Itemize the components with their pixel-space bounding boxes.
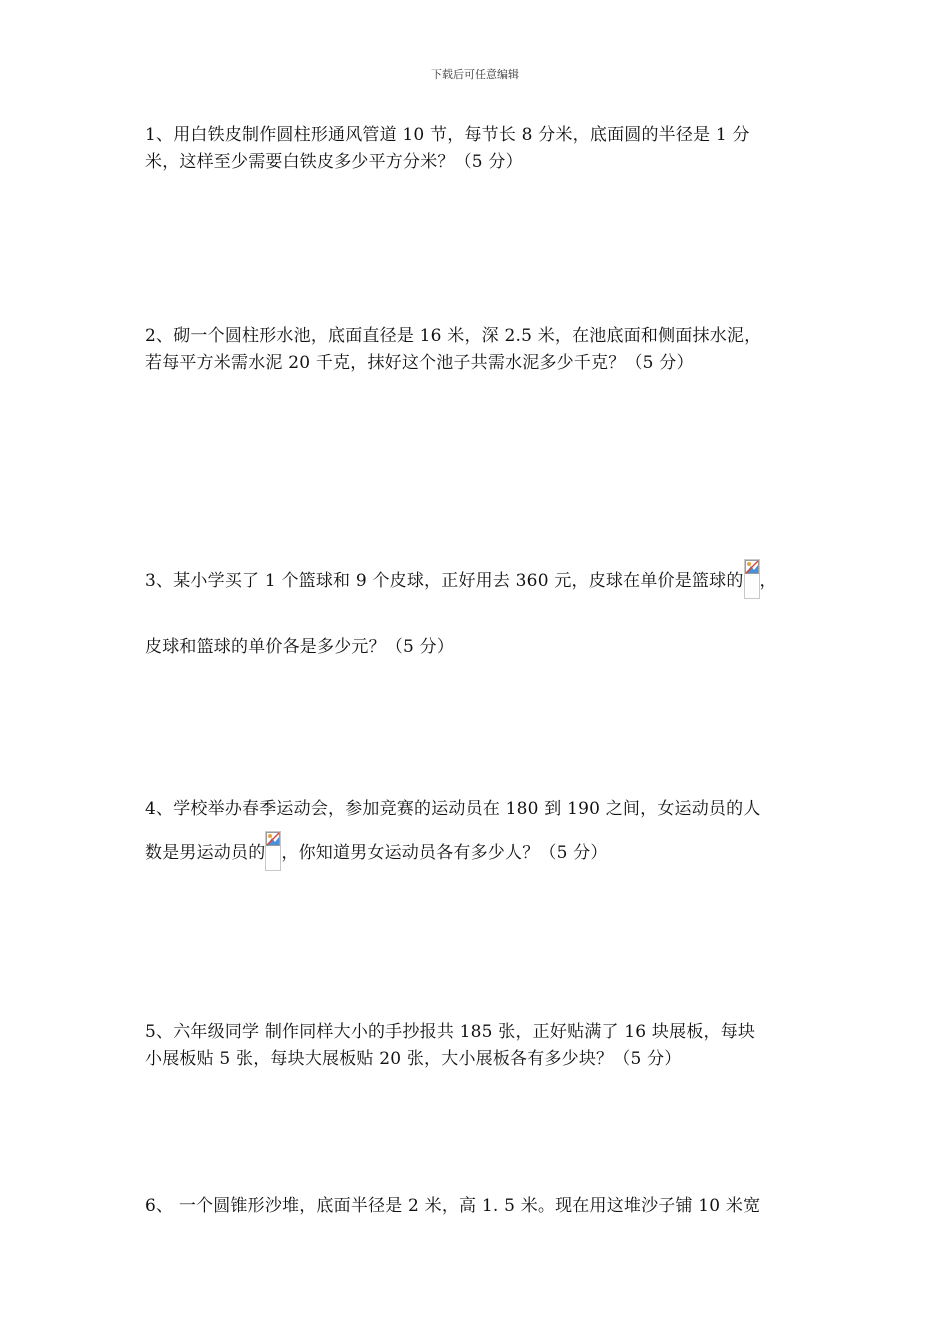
broken-image-icon bbox=[265, 831, 281, 871]
question-4-line-1: 4、学校举办春季运动会，参加竞赛的运动员在 180 到 190 之间，女运动员的人 bbox=[145, 799, 761, 819]
question-4-line-2-text: 数是男运动员的 bbox=[145, 843, 266, 863]
question-6-line-1: 6、 一个圆锥形沙堆，底面半径是 2 米，高 1. 5 米。现在用这堆沙子铺 10 米宽 bbox=[145, 1196, 761, 1216]
question-3-line-1-text: 3、某小学买了 1 个篮球和 9 个皮球，正好用去 360 元，皮球在单价是篮球的 bbox=[145, 571, 744, 591]
question-6 bbox=[145, 1193, 817, 1220]
question-1 bbox=[145, 122, 817, 176]
question-5-line-2: 小展板贴 5 张，每块大展板贴 20 张，大小展板各有多少块？（5 分） bbox=[145, 1049, 682, 1069]
question-5 bbox=[145, 1019, 817, 1073]
question-3 bbox=[145, 559, 817, 661]
question-1-line-1: 1、用白铁皮制作圆柱形通风管道 10 节，每节长 8 分米，底面圆的半径是 1 分 bbox=[145, 125, 750, 145]
question-2-line-2: 若每平方米需水泥 20 千克，抹好这个池子共需水泥多少千克？（5 分） bbox=[145, 353, 694, 373]
question-2 bbox=[145, 323, 817, 377]
question-3-line-1-end: ， bbox=[759, 571, 777, 591]
question-4-line-2-end: ，你知道男女运动员各有多少人？（5 分） bbox=[281, 843, 608, 863]
question-4 bbox=[145, 796, 817, 871]
question-3-line-2: 皮球和篮球的单价各是多少元？（5 分） bbox=[145, 637, 455, 657]
broken-image-icon bbox=[744, 559, 760, 599]
question-5-line-1: 5、六年级同学 制作同样大小的手抄报共 185 张，正好贴满了 16 块展板，每块 bbox=[145, 1022, 756, 1042]
question-1-line-2: 米，这样至少需要白铁皮多少平方分米？（5 分） bbox=[145, 152, 523, 172]
question-2-line-1: 2、砌一个圆柱形水池，底面直径是 16 米，深 2.5 米，在池底面和侧面抹水泥， bbox=[145, 326, 762, 346]
page-header-note: 下载后可任意编辑 bbox=[431, 68, 519, 81]
